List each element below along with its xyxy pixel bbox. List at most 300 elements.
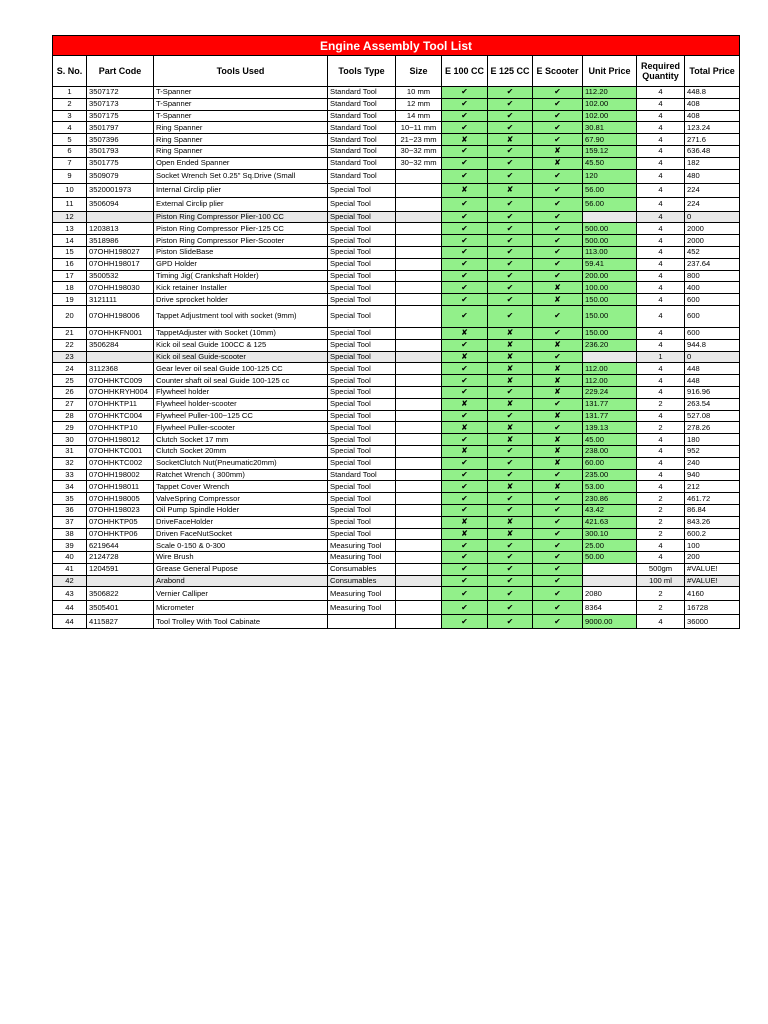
cell-e125cc: [488, 327, 533, 339]
cell-quantity: 4: [637, 282, 685, 294]
cell-total-price: 100: [685, 540, 740, 552]
cell-escooter: [533, 122, 583, 134]
cell-escooter: [533, 270, 583, 282]
cell-total-price: 2000: [685, 223, 740, 235]
cell-size: [396, 258, 442, 270]
cell-quantity: 2: [637, 528, 685, 540]
cell-e100cc: [442, 145, 488, 157]
cell-sno: 31: [53, 445, 87, 457]
cell-sno: 15: [53, 246, 87, 258]
cell-e100cc: [442, 516, 488, 528]
cell-e100cc: [442, 305, 488, 327]
check-icon: ✔: [461, 481, 468, 491]
cell-unit-price: 421.63: [583, 516, 637, 528]
check-icon: ✔: [461, 110, 468, 120]
check-icon: ✔: [461, 505, 468, 515]
cell-size: [396, 270, 442, 282]
cell-unit-price: 200.00: [583, 270, 637, 282]
cell-e100cc: [442, 504, 488, 516]
check-icon: ✔: [554, 576, 561, 586]
cell-sno: 36: [53, 504, 87, 516]
cell-quantity: 4: [637, 410, 685, 422]
check-icon: ✔: [506, 270, 514, 280]
check-icon: ✔: [461, 340, 468, 350]
cell-total-price: 600: [685, 327, 740, 339]
cell-part-code: 3518986: [87, 235, 154, 247]
cell-tool-name: Flywheel holder-scooter: [154, 398, 328, 410]
table-row: [53, 469, 740, 481]
cell-sno: 27: [53, 398, 87, 410]
check-icon: ✔: [461, 223, 468, 233]
cross-icon: ✘: [554, 363, 561, 373]
cell-unit-price: 50.00: [583, 552, 637, 564]
cell-escooter: [533, 197, 583, 211]
cell-tool-type: Standard Tool: [328, 122, 396, 134]
cell-size: [396, 327, 442, 339]
check-icon: ✔: [461, 458, 468, 468]
cell-e100cc: [442, 375, 488, 387]
cell-escooter: [533, 516, 583, 528]
cell-total-price: 461.72: [685, 493, 740, 505]
check-icon: ✔: [554, 134, 561, 144]
cell-tool-name: Arabond: [154, 575, 328, 587]
cell-size: [396, 422, 442, 434]
table-row: [53, 258, 740, 270]
check-icon: ✔: [554, 99, 561, 109]
cell-total-price: 278.26: [685, 422, 740, 434]
cell-e100cc: [442, 469, 488, 481]
table-row: [53, 339, 740, 351]
cell-total-price: 480: [685, 169, 740, 183]
cell-escooter: [533, 282, 583, 294]
cell-escooter: [533, 339, 583, 351]
cell-e125cc: [488, 516, 533, 528]
cell-sno: 40: [53, 552, 87, 564]
check-icon: ✔: [554, 422, 561, 432]
cell-escooter: [533, 528, 583, 540]
cell-total-price: 123.24: [685, 122, 740, 134]
cell-tool-type: Special Tool: [328, 183, 396, 197]
check-icon: ✔: [506, 505, 514, 515]
cell-tool-type: Special Tool: [328, 270, 396, 282]
cell-e125cc: [488, 575, 533, 587]
cell-tool-name: T-Spanner: [154, 98, 328, 110]
cell-size: [396, 169, 442, 183]
cell-total-price: 636.48: [685, 145, 740, 157]
cell-size: [396, 516, 442, 528]
check-icon: ✔: [506, 458, 514, 468]
column-header-tools-used: Tools Used: [154, 56, 328, 87]
check-icon: ✔: [461, 387, 468, 397]
check-icon: ✔: [461, 540, 468, 550]
cell-escooter: [533, 110, 583, 122]
cell-tool-name: Timing Jig( Crankshaft Holder): [154, 270, 328, 282]
check-icon: ✔: [461, 282, 468, 292]
cell-total-price: 408: [685, 110, 740, 122]
check-icon: ✔: [506, 469, 514, 479]
cell-e125cc: [488, 528, 533, 540]
cell-e125cc: [488, 457, 533, 469]
cell-size: [396, 563, 442, 575]
cell-part-code: 07OHHKTC009: [87, 375, 154, 387]
cell-e100cc: [442, 110, 488, 122]
cell-unit-price: 45.50: [583, 157, 637, 169]
cell-e125cc: [488, 110, 533, 122]
cell-total-price: 224: [685, 197, 740, 211]
cell-part-code: 3506822: [87, 587, 154, 601]
cell-e125cc: [488, 552, 533, 564]
cell-e125cc: [488, 422, 533, 434]
cell-e100cc: [442, 540, 488, 552]
cell-tool-name: GPD Holder: [154, 258, 328, 270]
cross-icon: ✘: [506, 340, 514, 350]
cell-sno: 33: [53, 469, 87, 481]
cell-quantity: 4: [637, 445, 685, 457]
cell-tool-type: Standard Tool: [328, 134, 396, 146]
cell-escooter: [533, 575, 583, 587]
cell-total-price: 452: [685, 246, 740, 258]
cell-tool-type: Special Tool: [328, 282, 396, 294]
cell-escooter: [533, 504, 583, 516]
cell-e125cc: [488, 305, 533, 327]
cell-tool-name: Internal Circlip plier: [154, 183, 328, 197]
table-row: [53, 504, 740, 516]
cell-e100cc: [442, 422, 488, 434]
table-row: [53, 481, 740, 493]
cell-total-price: 944.8: [685, 339, 740, 351]
column-header-size: Size: [396, 56, 442, 87]
cell-size: [396, 375, 442, 387]
check-icon: ✔: [461, 552, 468, 562]
cell-e125cc: [488, 445, 533, 457]
cell-tool-type: Special Tool: [328, 434, 396, 446]
cell-tool-name: T-Spanner: [154, 87, 328, 99]
cell-quantity: 4: [637, 122, 685, 134]
cell-sno: 19: [53, 294, 87, 306]
check-icon: ✔: [506, 616, 514, 626]
table-row: [53, 601, 740, 615]
cell-sno: 35: [53, 493, 87, 505]
cell-size: [396, 363, 442, 375]
cross-icon: ✘: [506, 517, 514, 527]
check-icon: ✔: [506, 446, 514, 456]
cell-total-price: 36000: [685, 615, 740, 629]
cell-tool-type: Special Tool: [328, 235, 396, 247]
cell-quantity: 4: [637, 223, 685, 235]
check-icon: ✔: [554, 328, 561, 338]
column-header-row: [53, 56, 740, 87]
cell-tool-name: TappetAdjuster with Socket (10mm): [154, 327, 328, 339]
cell-unit-price: 131.77: [583, 398, 637, 410]
cell-tool-name: Flywheel Puller-100~125 CC: [154, 410, 328, 422]
cell-part-code: 07OHH198002: [87, 469, 154, 481]
cell-quantity: 4: [637, 197, 685, 211]
cell-quantity: 2: [637, 493, 685, 505]
cell-unit-price: [583, 351, 637, 363]
cell-tool-name: Ratchet Wrench ( 300mm): [154, 469, 328, 481]
cell-e125cc: [488, 145, 533, 157]
table-row: [53, 457, 740, 469]
column-header-e100cc: E 100 CC: [442, 56, 488, 87]
cell-e100cc: [442, 98, 488, 110]
cell-part-code: 3112368: [87, 363, 154, 375]
cell-unit-price: 120: [583, 169, 637, 183]
cross-icon: ✘: [506, 363, 514, 373]
cell-sno: 24: [53, 363, 87, 375]
cell-e100cc: [442, 134, 488, 146]
cell-size: [396, 339, 442, 351]
check-icon: ✔: [554, 517, 561, 527]
check-icon: ✔: [554, 602, 561, 612]
check-icon: ✔: [506, 493, 514, 503]
cell-tool-type: Special Tool: [328, 363, 396, 375]
cell-unit-price: 56.00: [583, 183, 637, 197]
table-row: [53, 294, 740, 306]
cell-sno: 10: [53, 183, 87, 197]
check-icon: ✔: [554, 552, 561, 562]
cell-tool-type: Special Tool: [328, 445, 396, 457]
check-icon: ✔: [461, 158, 468, 168]
cell-total-price: #VALUE!: [685, 563, 740, 575]
cell-size: [396, 587, 442, 601]
cross-icon: ✘: [506, 481, 514, 491]
cell-quantity: 4: [637, 134, 685, 146]
table-row: [53, 375, 740, 387]
cell-quantity: 4: [637, 145, 685, 157]
cell-total-price: 600: [685, 305, 740, 327]
cell-e125cc: [488, 282, 533, 294]
check-icon: ✔: [461, 146, 468, 156]
cell-unit-price: [583, 575, 637, 587]
cell-sno: 23: [53, 351, 87, 363]
check-icon: ✔: [506, 122, 514, 132]
cell-e125cc: [488, 363, 533, 375]
cell-sno: 5: [53, 134, 87, 146]
cell-part-code: 07OHH198012: [87, 434, 154, 446]
check-icon: ✔: [506, 99, 514, 109]
cell-escooter: [533, 615, 583, 629]
cell-escooter: [533, 223, 583, 235]
cell-escooter: [533, 145, 583, 157]
cell-e100cc: [442, 363, 488, 375]
cell-escooter: [533, 327, 583, 339]
check-icon: ✔: [461, 122, 468, 132]
check-icon: ✔: [461, 294, 468, 304]
check-icon: ✔: [461, 616, 468, 626]
cell-escooter: [533, 386, 583, 398]
cell-tool-type: Special Tool: [328, 197, 396, 211]
cell-quantity: 4: [637, 469, 685, 481]
cross-icon: ✘: [506, 528, 514, 538]
cell-unit-price: 59.41: [583, 258, 637, 270]
cell-tool-type: Special Tool: [328, 375, 396, 387]
cell-total-price: 212: [685, 481, 740, 493]
cell-total-price: 2000: [685, 235, 740, 247]
cell-tool-type: Measuring Tool: [328, 601, 396, 615]
check-icon: ✔: [506, 223, 514, 233]
cell-sno: 28: [53, 410, 87, 422]
cell-escooter: [533, 351, 583, 363]
cell-e100cc: [442, 398, 488, 410]
cell-tool-name: Ring Spanner: [154, 145, 328, 157]
check-icon: ✔: [506, 110, 514, 120]
cell-tool-type: Special Tool: [328, 493, 396, 505]
cross-icon: ✘: [554, 158, 561, 168]
cell-size: [396, 575, 442, 587]
cell-sno: 39: [53, 540, 87, 552]
cell-size: [396, 386, 442, 398]
check-icon: ✔: [554, 540, 561, 550]
cell-part-code: 3507396: [87, 134, 154, 146]
cell-total-price: 182: [685, 157, 740, 169]
column-header-tools-type: Tools Type: [328, 56, 396, 87]
cell-e125cc: [488, 587, 533, 601]
cell-escooter: [533, 169, 583, 183]
check-icon: ✔: [554, 588, 561, 598]
cell-sno: 16: [53, 258, 87, 270]
cross-icon: ✘: [506, 434, 514, 444]
check-icon: ✔: [461, 434, 468, 444]
cell-tool-name: Counter shaft oil seal Guide 100-125 cc: [154, 375, 328, 387]
cell-tool-name: Gear lever oil seal Guide 100-125 CC: [154, 363, 328, 375]
check-icon: ✔: [506, 410, 514, 420]
cell-part-code: 3501793: [87, 145, 154, 157]
table-row: [53, 563, 740, 575]
cell-total-price: 16728: [685, 601, 740, 615]
check-icon: ✔: [461, 602, 468, 612]
cell-quantity: 4: [637, 434, 685, 446]
cross-icon: ✘: [461, 328, 468, 338]
cell-quantity: 4: [637, 98, 685, 110]
cell-e125cc: [488, 258, 533, 270]
cell-total-price: 408: [685, 98, 740, 110]
cell-e100cc: [442, 410, 488, 422]
cell-e125cc: [488, 339, 533, 351]
cell-sno: 22: [53, 339, 87, 351]
cell-unit-price: 30.81: [583, 122, 637, 134]
cell-quantity: 4: [637, 110, 685, 122]
cell-tool-name: Kick oil seal Guide-scooter: [154, 351, 328, 363]
cross-icon: ✘: [554, 410, 561, 420]
check-icon: ✔: [506, 211, 514, 221]
cell-e100cc: [442, 575, 488, 587]
cell-quantity: 4: [637, 363, 685, 375]
cell-e100cc: [442, 445, 488, 457]
check-icon: ✔: [506, 282, 514, 292]
check-icon: ✔: [461, 211, 468, 221]
cell-e125cc: [488, 351, 533, 363]
cell-part-code: 07OHH198030: [87, 282, 154, 294]
cell-total-price: 224: [685, 183, 740, 197]
cell-tool-name: Clutch Socket 17 mm: [154, 434, 328, 446]
cell-quantity: 4: [637, 481, 685, 493]
cell-e125cc: [488, 197, 533, 211]
cell-tool-name: Open Ended Spanner: [154, 157, 328, 169]
tool-list-sheet: [52, 35, 739, 629]
cell-unit-price: 43.42: [583, 504, 637, 516]
table-row: [53, 98, 740, 110]
cell-quantity: 2: [637, 504, 685, 516]
cell-part-code: 3506094: [87, 197, 154, 211]
cell-tool-type: Measuring Tool: [328, 540, 396, 552]
cell-sno: 2: [53, 98, 87, 110]
check-icon: ✔: [461, 363, 468, 373]
table-row: [53, 270, 740, 282]
cell-total-price: 237.64: [685, 258, 740, 270]
cell-part-code: 3507172: [87, 87, 154, 99]
cell-e125cc: [488, 410, 533, 422]
cell-part-code: 1204591: [87, 563, 154, 575]
cell-tool-name: Vernier Calliper: [154, 587, 328, 601]
column-header-escooter: E Scooter: [533, 56, 583, 87]
cell-tool-type: [328, 615, 396, 629]
cell-unit-price: 236.20: [583, 339, 637, 351]
table-title: Engine Assembly Tool List: [53, 36, 740, 56]
cell-e100cc: [442, 434, 488, 446]
cell-size: 10 mm: [396, 87, 442, 99]
check-icon: ✔: [554, 122, 561, 132]
cell-part-code: 07OHH198027: [87, 246, 154, 258]
cross-icon: ✘: [461, 399, 468, 409]
check-icon: ✔: [554, 351, 561, 361]
check-icon: ✔: [461, 199, 468, 209]
cell-part-code: 07OHHKTP10: [87, 422, 154, 434]
check-icon: ✔: [506, 259, 514, 269]
cell-tool-name: Piston SlideBase: [154, 246, 328, 258]
cell-unit-price: 102.00: [583, 98, 637, 110]
cell-tool-name: Drive sprocket holder: [154, 294, 328, 306]
check-icon: ✔: [461, 270, 468, 280]
table-row: [53, 587, 740, 601]
cell-e125cc: [488, 294, 533, 306]
cell-sno: 7: [53, 157, 87, 169]
cell-e100cc: [442, 386, 488, 398]
cell-unit-price: 235.00: [583, 469, 637, 481]
cell-size: [396, 351, 442, 363]
cell-e100cc: [442, 493, 488, 505]
table-row: [53, 282, 740, 294]
cell-e100cc: [442, 258, 488, 270]
cell-total-price: 843.26: [685, 516, 740, 528]
cell-unit-price: 8364: [583, 601, 637, 615]
cell-e125cc: [488, 183, 533, 197]
cell-size: 10~11 mm: [396, 122, 442, 134]
cell-total-price: 240: [685, 457, 740, 469]
cell-part-code: 1203813: [87, 223, 154, 235]
cell-escooter: [533, 434, 583, 446]
cell-sno: 21: [53, 327, 87, 339]
cell-quantity: 4: [637, 87, 685, 99]
cell-total-price: #VALUE!: [685, 575, 740, 587]
cell-tool-type: Special Tool: [328, 223, 396, 235]
cell-escooter: [533, 235, 583, 247]
cell-size: [396, 615, 442, 629]
cell-sno: 42: [53, 575, 87, 587]
cell-tool-type: Special Tool: [328, 410, 396, 422]
cell-part-code: 3505401: [87, 601, 154, 615]
cell-part-code: 07OHH198017: [87, 258, 154, 270]
table-row: [53, 575, 740, 587]
table-row: [53, 223, 740, 235]
cell-e125cc: [488, 540, 533, 552]
cross-icon: ✘: [461, 134, 468, 144]
cell-escooter: [533, 540, 583, 552]
cell-total-price: 600: [685, 294, 740, 306]
cell-size: [396, 211, 442, 223]
check-icon: ✔: [461, 564, 468, 574]
cell-size: [396, 528, 442, 540]
cross-icon: ✘: [554, 282, 561, 292]
